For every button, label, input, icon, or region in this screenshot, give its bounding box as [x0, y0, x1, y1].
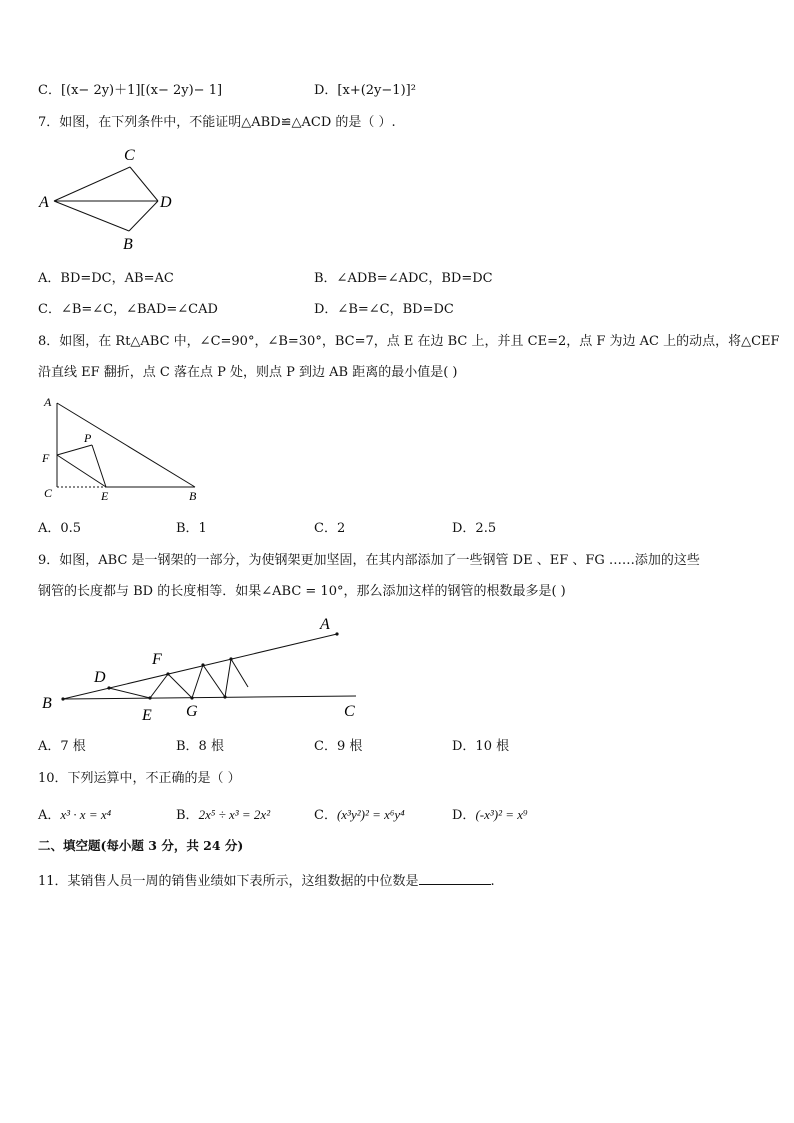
- q9-label-e: E: [142, 707, 152, 724]
- q7-option-b: B．∠ADB=∠ADC，BD=DC: [314, 271, 493, 286]
- q9-stem-line2: 钢管的长度都与 BD 的长度相等．如果∠ABC = 10°，那么添加这样的钢管的根数最多是( ): [38, 584, 566, 599]
- q7-label-a: A: [39, 194, 49, 211]
- q11-stem-text: 11．某销售人员一周的销售业绩如下表所示，这组数据的中位数是: [38, 874, 419, 889]
- q7-stem: 7．如图，在下列条件中，不能证明△ABD≌△ACD 的是（ ）.: [38, 115, 396, 130]
- q9-label-d: D: [94, 669, 106, 686]
- q9-option-a: A．7 根: [38, 739, 86, 754]
- q6-option-d: D．[x+(2y−1)]²: [314, 83, 416, 98]
- q7-option-d: D．∠B=∠C，BD=DC: [314, 302, 454, 317]
- q8-option-a: A．0.5: [38, 521, 82, 536]
- q8-label-a: A: [44, 395, 52, 409]
- q8-label-c: C: [44, 486, 53, 500]
- q9-label-f: F: [152, 651, 162, 668]
- q7-option-a: A．BD=DC，AB=AC: [38, 271, 174, 286]
- q8-label-p: P: [84, 431, 92, 445]
- q11-stem-end: .: [490, 874, 495, 889]
- q10-option-a-expr: x³ · x = x⁴: [60, 807, 112, 822]
- q8-label-f: F: [42, 451, 50, 465]
- q7-label-d: D: [160, 194, 172, 211]
- q10-option-d-label: D．: [452, 808, 476, 823]
- q11-answer-blank[interactable]: [419, 872, 491, 885]
- q9-label-g: G: [186, 703, 198, 720]
- q7-option-c: C．∠B=∠C，∠BAD=∠CAD: [38, 302, 218, 317]
- q9-option-b: B．8 根: [176, 739, 224, 754]
- q10-option-a: [38, 806, 111, 825]
- q9-figure: [36, 612, 376, 724]
- q10-option-b-label: B．: [176, 808, 199, 823]
- q8-label-e: E: [101, 489, 109, 503]
- q10-option-c-label: C．: [314, 808, 337, 823]
- q10-option-c: [314, 806, 405, 825]
- q10-option-d-expr: (-x³)² = x⁹: [475, 807, 528, 822]
- q8-figure: [36, 392, 216, 504]
- q8-stem-line2: 沿直线 EF 翻折，点 C 落在点 P 处，则点 P 到边 AB 距离的最小值是( ): [38, 365, 458, 380]
- q10-option-a-label: A．: [38, 808, 61, 823]
- q10-stem: 10．下列运算中，不正确的是（ ）: [38, 771, 241, 786]
- q11-stem: [38, 872, 495, 891]
- q10-option-b-expr: 2x⁵ ÷ x³ = 2x²: [198, 807, 271, 822]
- q7-figure: [36, 142, 186, 254]
- q8-option-c: C．2: [314, 521, 346, 536]
- q9-label-a: A: [320, 616, 330, 633]
- q9-option-d: D．10 根: [452, 739, 510, 754]
- q10-option-b: [176, 806, 270, 825]
- q9-label-c: C: [344, 703, 355, 720]
- q9-stem-line1: 9．如图，ABC 是一钢架的一部分，为使钢架更加坚固，在其内部添加了一些钢管 DE 、EF 、FG ……添加的这些: [38, 553, 700, 568]
- q8-stem-line1: 8．如图，在 Rt△ABC 中，∠C=90°，∠B=30°，BC=7，点 E 在边 BC 上，并且 CE=2，点 F 为边 AC 上的动点，将△CEF: [38, 334, 780, 349]
- q8-option-b: B．1: [176, 521, 207, 536]
- q8-label-b: B: [189, 489, 197, 503]
- q9-option-c: C．9 根: [314, 739, 363, 754]
- q10-option-c-expr: (x³y²)² = x⁶y⁴: [336, 807, 405, 822]
- q9-label-b: B: [42, 695, 52, 712]
- section-2-title: 二、填空题(每小题 3 分，共 24 分): [38, 838, 244, 853]
- q8-option-d: D．2.5: [452, 521, 497, 536]
- q7-label-c: C: [124, 147, 135, 164]
- q6-option-c: C．[(x− 2y)＋1][(x− 2y)− 1]: [38, 83, 223, 98]
- q7-label-b: B: [123, 236, 133, 253]
- q10-option-d: [452, 806, 528, 825]
